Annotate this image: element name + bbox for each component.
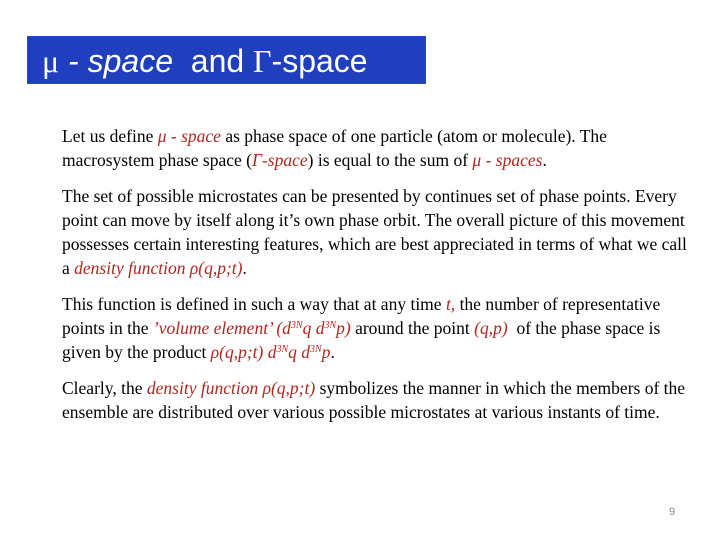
- title-mu-symbol: μ: [42, 43, 60, 79]
- density-function-term: density function: [74, 258, 190, 278]
- slide-title-banner: [27, 36, 426, 84]
- p3-text-4: of the phase space is given by the product: [62, 318, 665, 362]
- mu-spaces-term: μ - spaces: [472, 150, 543, 170]
- product-rho: ρ(q,p;t) d: [210, 342, 277, 362]
- product-expression: [211, 342, 331, 362]
- paragraph-microstates: [62, 184, 692, 280]
- paragraph-definition-function: [62, 292, 692, 364]
- p3-text-3: around the point: [350, 318, 475, 338]
- p1-text-2: as phase space of one particle (atom or molecule). The macrosystem phase space (: [62, 126, 607, 170]
- p2-text-1: The set of possible microstates can be presented by continues set of phase points. Every point can move by itself along it’s own phase orbit. The overall picture of this movement possesses certain interesting features, which are best appreciated in terms of what we call a: [62, 186, 687, 278]
- p1-text-4: .: [542, 150, 547, 170]
- mu-space-term: μ - space: [157, 126, 221, 146]
- paragraph-conclusion: [62, 376, 692, 424]
- p4-text-2: symbolizes the manner in which the members of the ensemble are distributed over various possible microstates at various instants of time.: [62, 378, 686, 422]
- p3-text-2: the number of representative points in the: [62, 294, 661, 338]
- volume-element-sup-q: 3N: [290, 320, 303, 331]
- product-sup-p: 3N: [310, 344, 322, 355]
- density-function-term-2: density function: [146, 378, 263, 398]
- volume-element-term: [153, 318, 351, 338]
- product-q: q d: [288, 342, 311, 362]
- slide-body: [62, 124, 692, 436]
- p2-text-2: .: [242, 258, 247, 278]
- title-part1: - space: [59, 43, 173, 79]
- p4-text-1: Clearly, the: [62, 378, 147, 398]
- volume-element-open: ’volume element’ (d: [152, 318, 291, 338]
- rho-expression-2: ρ(q,p;t): [262, 378, 316, 398]
- rho-expression: ρ(q,p;t): [189, 258, 243, 278]
- product-sup-q: 3N: [276, 344, 289, 355]
- slide-title: [42, 43, 368, 79]
- p3-text-5: .: [330, 342, 335, 362]
- title-and: and: [172, 43, 254, 79]
- page-number: 9: [668, 506, 676, 518]
- volume-element-sup-p: 3N: [324, 320, 337, 331]
- point-qp: (q,p): [474, 318, 508, 338]
- product-p: p: [321, 342, 331, 362]
- volume-element-p: p): [336, 318, 351, 338]
- title-gamma-symbol: Γ: [253, 43, 272, 79]
- volume-element-q: q d: [302, 318, 325, 338]
- gamma-space-term: Γ-space: [252, 150, 308, 170]
- p1-text-3: ) is equal to the sum of: [307, 150, 473, 170]
- p3-text-1: This function is defined in such a way that at any time: [62, 294, 446, 314]
- paragraph-definition: [62, 124, 692, 172]
- title-part2: -space: [271, 43, 368, 79]
- time-variable: t,: [445, 294, 456, 314]
- p1-text-1: Let us define: [62, 126, 158, 146]
